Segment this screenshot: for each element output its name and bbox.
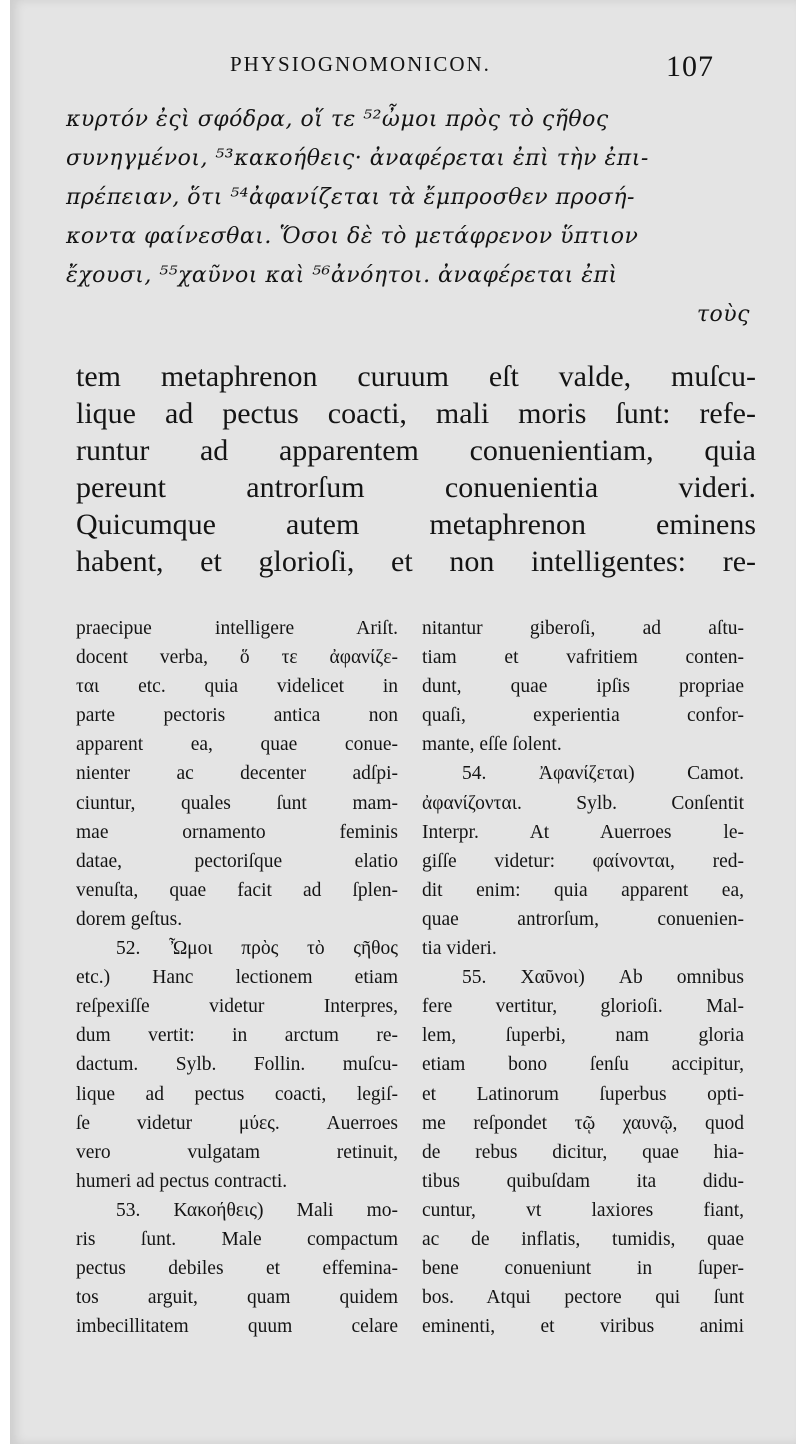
note-line: tibus quibuſdam ita didu- xyxy=(422,1170,744,1192)
note-line: praecipue intelligere Ariſt. xyxy=(76,618,398,639)
note-line: et Latinorum ſuperbus opti- xyxy=(422,1083,744,1105)
note-line: 53. Κακοήθεις) Mali mo- xyxy=(116,1199,398,1221)
note-line: vero vulgatam retinuit, xyxy=(76,1141,398,1163)
note-line: ſe videtur μύες. Auerroes xyxy=(76,1112,398,1134)
note-line: etiam bono ſenſu accipitur, xyxy=(422,1054,744,1076)
latin-translation-block xyxy=(76,358,756,580)
latin-line: runtur ad apparentem conuenientiam, quia xyxy=(76,434,756,467)
note-line: tia videri. xyxy=(422,938,497,960)
page-header xyxy=(10,50,796,86)
note-line: ris ſunt. Male compactum xyxy=(76,1228,398,1250)
notes-right-column xyxy=(422,614,744,1341)
latin-line: Quicumque autem metaphrenon eminens xyxy=(76,508,756,541)
note-line: 55. Χαῦνοι) Ab omnibus xyxy=(462,967,744,989)
note-line: fere vertitur, glorioſi. Mal- xyxy=(422,996,744,1018)
note-line: imbecillitatem quum celare xyxy=(76,1316,398,1338)
note-line: giſſe videtur: φαίνονται, red- xyxy=(422,850,744,872)
note-line: lique ad pectus coacti, legiſ- xyxy=(76,1083,398,1105)
notes-left-column xyxy=(76,614,398,1341)
running-title: PHYSIOGNOMONICON. xyxy=(230,52,491,76)
note-line: mae ornamento feminis xyxy=(76,821,398,843)
note-line: pectus debiles et effemina- xyxy=(76,1258,398,1280)
greek-line: συνηγμένοι, ⁵³κακοήθεις· ἀναφέρεται ἐπὶ τὴν ἐπι- xyxy=(66,146,649,171)
note-line: ciuntur, quales ſunt mam- xyxy=(76,792,398,814)
note-line: venuſta, quae facit ad ſplen- xyxy=(76,879,398,901)
note-line: cuntur, vt laxiores fiant, xyxy=(422,1199,744,1221)
note-line: eminenti, et viribus animi xyxy=(422,1316,744,1338)
greek-line: κοντα φαίνεσθαι. Ὅσοι δὲ τὸ μετάφρενον ὕπτιον xyxy=(66,224,639,249)
note-line: tiam et vafritiem conten- xyxy=(422,647,744,669)
note-line: me reſpondet τῷ χαυνῷ, quod xyxy=(422,1112,744,1134)
book-page xyxy=(10,0,796,1444)
note-line: bos. Atqui pectore qui ſunt xyxy=(422,1287,744,1309)
latin-line: lique ad pectus coacti, mali moris ſunt: refe- xyxy=(76,397,756,430)
note-line: 54. Ἀφανίζεται) Camot. xyxy=(462,763,744,785)
note-line: dactum. Sylb. Follin. muſcu- xyxy=(76,1054,398,1076)
note-line: nitantur giberoſi, ad aſtu- xyxy=(422,618,744,639)
note-line: dorem geſtus. xyxy=(76,908,183,930)
note-line: parte pectoris antica non xyxy=(76,705,398,727)
note-line: de rebus dicitur, quae hia- xyxy=(422,1141,744,1163)
greek-catchword: τοὺς xyxy=(696,302,750,327)
latin-line: pereunt antrorſum conuenientia videri. xyxy=(76,471,756,504)
greek-line: πρέπειαν, ὅτι ⁵⁴ἀφανίζεται τὰ ἔμπροσθεν προσή- xyxy=(66,185,635,210)
note-line: dunt, quae ipſis propriae xyxy=(422,676,744,698)
note-line: docent verba, ὅ τε ἀφανίζε- xyxy=(76,647,398,669)
greek-text-block xyxy=(66,100,756,334)
note-line: reſpexiſſe videtur Interpres, xyxy=(76,996,398,1018)
greek-line: κυρτόν ἐςὶ σφόδρα, οἵ τε ⁵²ὦμοι πρὸς τὸ ςῆθος xyxy=(66,107,609,132)
note-line: dit enim: quia apparent ea, xyxy=(422,879,744,901)
note-line: quaſi, experientia confor- xyxy=(422,705,744,727)
note-line: tos arguit, quam quidem xyxy=(76,1287,398,1309)
note-line: quae antrorſum, conuenien- xyxy=(422,908,744,930)
greek-line: ἔχουσι, ⁵⁵χαῦνοι καὶ ⁵⁶ἀνόητοι. ἀναφέρεται ἐπὶ xyxy=(66,263,618,288)
note-line: Interpr. At Auerroes le- xyxy=(422,821,744,843)
note-line: ac de inflatis, tumidis, quae xyxy=(422,1228,744,1250)
page-number: 107 xyxy=(666,50,714,83)
note-line: etc.) Hanc lectionem etiam xyxy=(76,967,398,989)
note-line: apparent ea, quae conue- xyxy=(76,734,398,756)
latin-line: habent, et glorioſi, et non intelligentes: re- xyxy=(76,545,756,578)
note-line: ἀφανίζονται. Sylb. Conſentit xyxy=(422,792,744,814)
note-line: ται etc. quia videlicet in xyxy=(76,676,398,698)
latin-line: tem metaphrenon curuum eſt valde, muſcu- xyxy=(76,360,756,393)
note-line: datae, pectoriſque elatio xyxy=(76,850,398,872)
note-line: mante, eſſe ſolent. xyxy=(422,734,562,756)
note-line: lem, ſuperbi, nam gloria xyxy=(422,1025,744,1047)
note-line: nienter ac decenter adſpi- xyxy=(76,763,398,785)
note-line: humeri ad pectus contracti. xyxy=(76,1170,288,1192)
note-line: dum vertit: in arctum re- xyxy=(76,1025,398,1047)
note-line: bene conueniunt in ſuper- xyxy=(422,1258,744,1280)
note-line: 52. Ὦμοι πρὸς τὸ ςῆθος xyxy=(116,938,398,960)
